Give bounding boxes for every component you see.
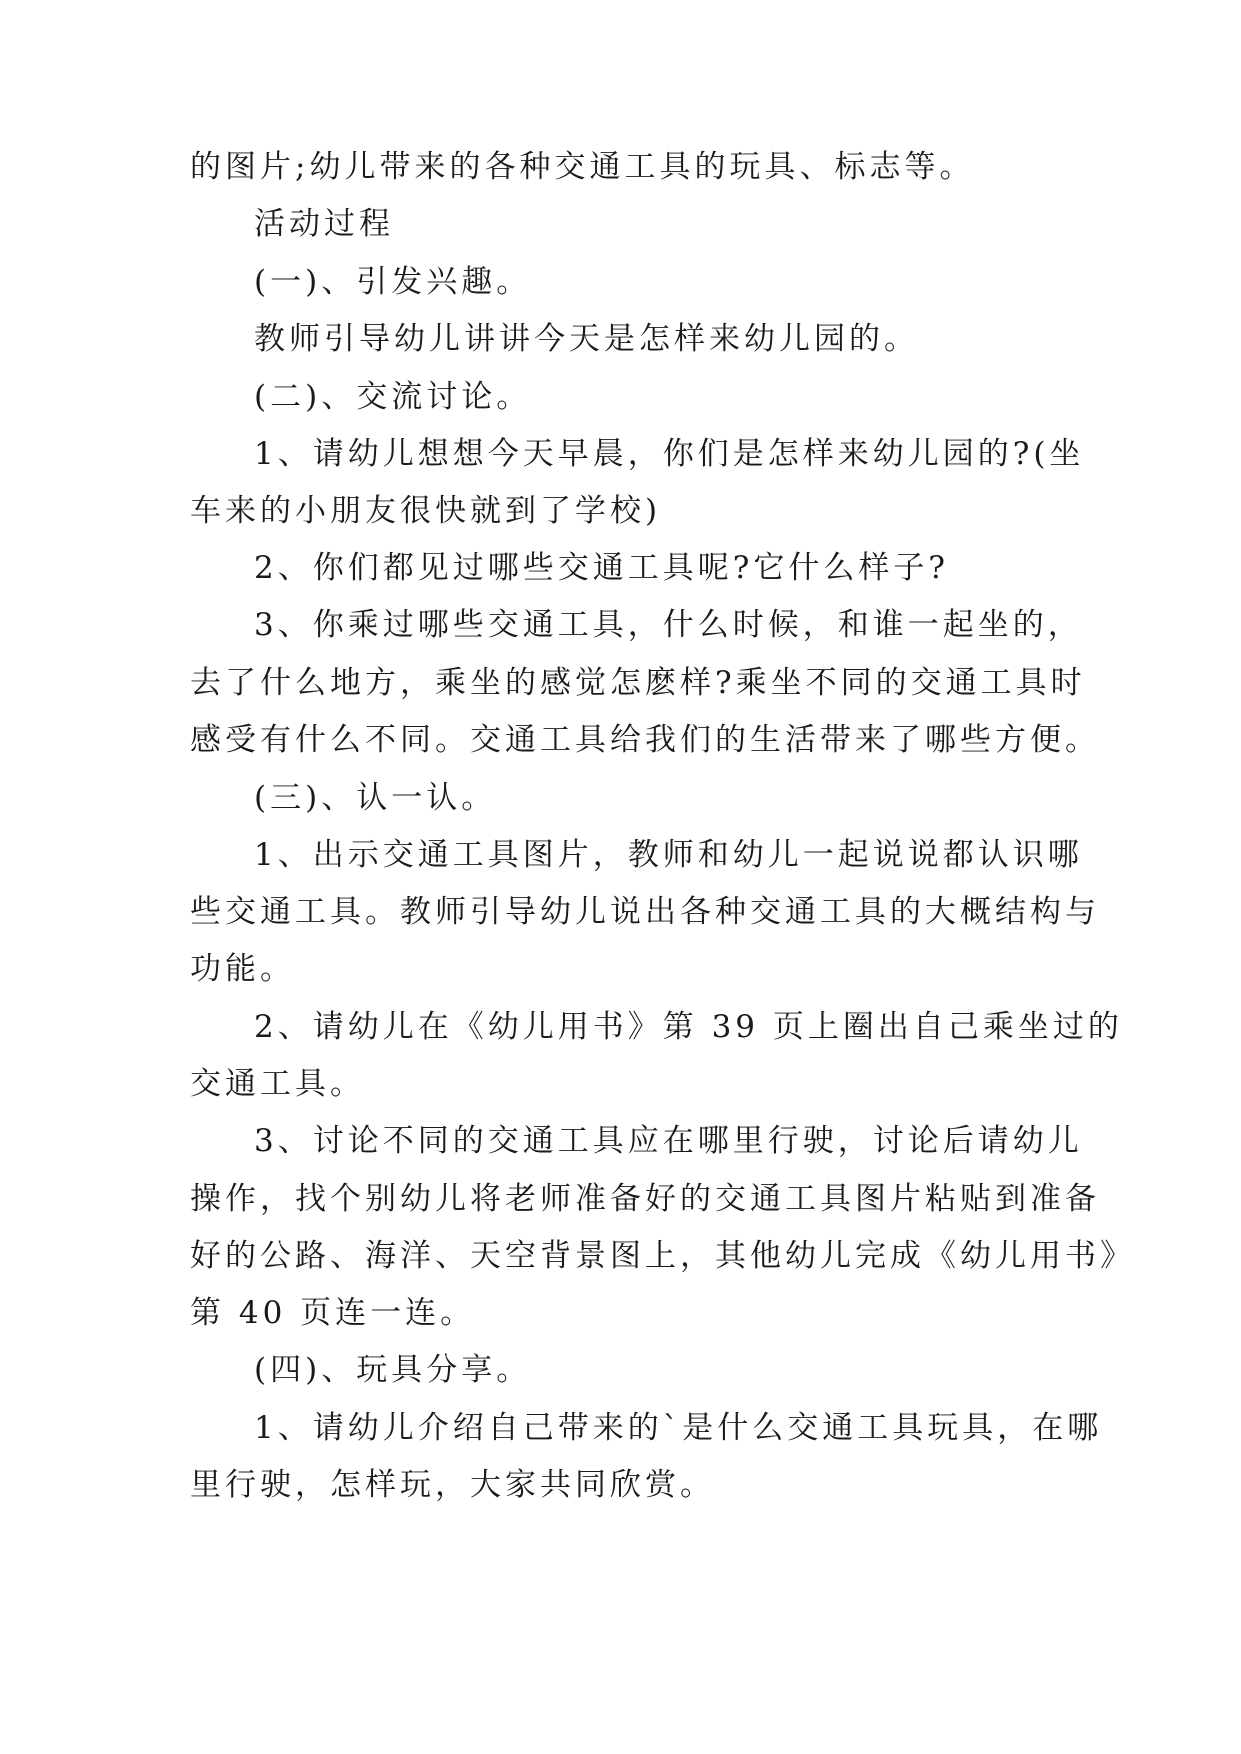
text-line: 功能。 — [190, 951, 295, 987]
text-line: 好的公路、海洋、天空背景图上，其他幼儿完成《幼儿用书》 — [190, 1238, 1135, 1274]
text-line: 去了什么地方，乘坐的感觉怎麽样?乘坐不同的交通工具时 — [190, 665, 1086, 701]
text-line: 1、请幼儿介绍自己带来的`是什么交通工具玩具，在哪 — [254, 1410, 1103, 1446]
section-heading: (二)、交流讨论。 — [254, 379, 532, 415]
text-line: 些交通工具。教师引导幼儿说出各种交通工具的大概结构与 — [190, 894, 1100, 930]
section-heading: 活动过程 — [254, 206, 394, 242]
text-line: 教师引导幼儿讲讲今天是怎样来幼儿园的。 — [254, 321, 919, 357]
section-heading: (三)、认一认。 — [254, 780, 497, 816]
text-line: 2、你们都见过哪些交通工具呢?它什么样子? — [254, 550, 949, 586]
text-line: 操作，找个别幼儿将老师准备好的交通工具图片粘贴到准备 — [190, 1181, 1100, 1217]
text-line: 1、请幼儿想想今天早晨，你们是怎样来幼儿园的?(坐 — [254, 436, 1085, 472]
text-line: 第 40 页连一连。 — [190, 1295, 476, 1331]
text-line: 车来的小朋友很快就到了学校) — [190, 493, 662, 529]
text-line: 里行驶，怎样玩，大家共同欣赏。 — [190, 1467, 715, 1503]
section-heading: (一)、引发兴趣。 — [254, 264, 532, 300]
text-line: 交通工具。 — [190, 1066, 365, 1102]
text-line: 感受有什么不同。交通工具给我们的生活带来了哪些方便。 — [190, 722, 1100, 758]
text-line: 的图片;幼儿带来的各种交通工具的玩具、标志等。 — [190, 149, 975, 185]
text-line: 1、出示交通工具图片，教师和幼儿一起说说都认识哪 — [254, 837, 1083, 873]
text-line: 3、你乘过哪些交通工具，什么时候，和谁一起坐的， — [254, 607, 1083, 643]
text-line: 2、请幼儿在《幼儿用书》第 39 页上圈出自己乘坐过的 — [254, 1009, 1123, 1045]
text-line: 3、讨论不同的交通工具应在哪里行驶，讨论后请幼儿 — [254, 1123, 1083, 1159]
section-heading: (四)、玩具分享。 — [254, 1352, 532, 1388]
